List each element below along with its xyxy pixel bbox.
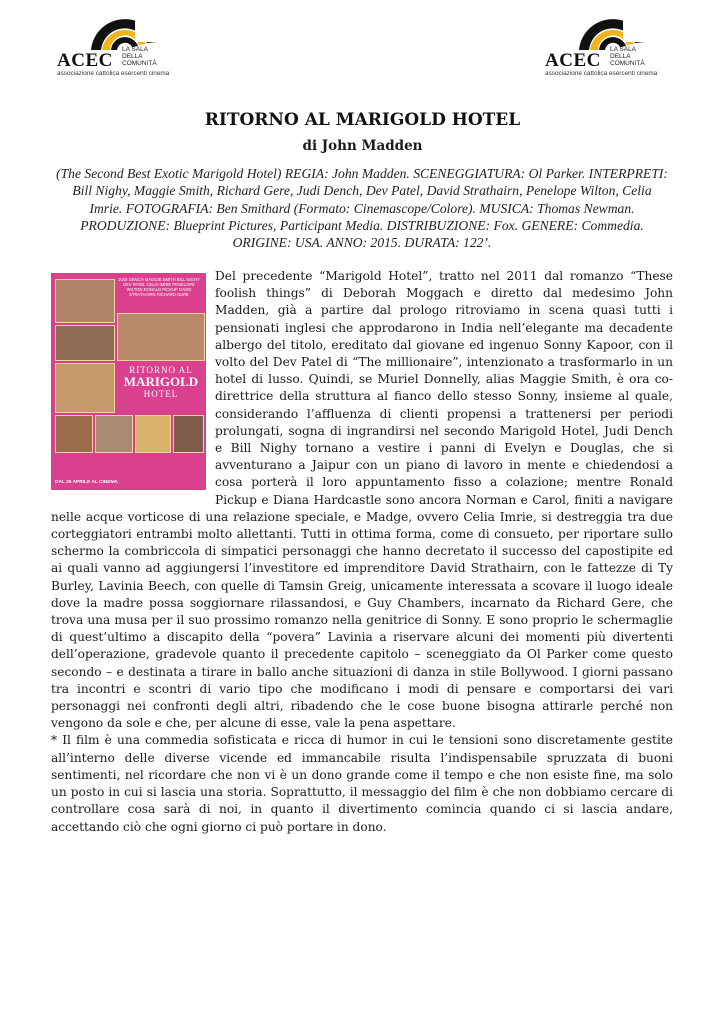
acec-tagline: LA SALA DELLA COMUNITÀ [610, 46, 645, 67]
acec-logo-left [55, 12, 170, 78]
film-director: di John Madden [302, 138, 423, 154]
acec-brand-text: ACEC [57, 50, 113, 71]
acec-logo-right [543, 12, 658, 78]
poster-spacer [51, 268, 215, 506]
film-title: RITORNO AL MARIGOLD HOTEL [204, 110, 521, 130]
poster-cast: JUDI DENCH MAGGIE SMITH BILL NIGHY DEV PATEL CELIA IMRIE PENELOPE WILTON RONALD PICKUP DAVID STRATHAIRN RICHARD GERE [118, 277, 200, 297]
article-body [51, 268, 673, 836]
poster-title-line2: MARIGOLD [123, 374, 199, 389]
poster-release: DAL 26 APRILE AL CINEMA [55, 480, 118, 485]
acec-tagline: LA SALA DELLA COMUNITÀ [122, 46, 157, 67]
acec-association: associazione cattolica esercenti cinema [57, 70, 170, 77]
poster-title-line1: RITORNO AL [129, 365, 193, 375]
article-paragraph-2: * Il film è una commedia sofisticata e ricca di humor in cui le tensioni sono discretamente gestite all’interno delle diverse vicende ed immancabile risulta l’indispensabile spruzzata di buoni sentimenti, nel ricordare che non vi è un dono grande come il tempo e che non esiste fine, ma solo un posto in cui si lascia una storia. Soprattutto, il messaggio del film è che non dobbiamo cercare di controllare cosa sarà di noi, in quanto il divertimento comincia quando ci si lascia andare, accettando ciò che ogni giorno ci può portare in dono. [51, 733, 673, 834]
film-credits: (The Second Best Exotic Marigold Hotel) REGIA: John Madden. SCENEGGIATURA: Ol Parker. INTERPRETI: Bill Nighy, Maggie Smith, Richard Gere, Judi Dench, Dev Patel, David Strathairn, Penelope Wilton, Celia Imrie. FOTOGRAFIA: Ben Smithard (Formato: Cinemascope/Colore). MUSICA: Thomas Newman. PRODUZIONE: Blueprint Pictures, Participant Media. DISTRIBUZIONE: Fox. GENERE: Commedia. ORIGINE: USA. ANNO: 2015. DURATA: 122’. [56, 166, 668, 251]
article-paragraph-1: Del precedente “Marigold Hotel”, tratto nel 2011 dal romanzo “These foolish things” di Deborah Moggach e diretto dal medesimo John Madden, già a partire dal prologo ritroviamo in scena quasi tutti i pensionati inglesi che approdarono in India nell’elegante ma decadente albergo del titolo, ereditato dal giovane ed ingenuo Sonny Kapoor, con il volto del Dev Patel di “The millionaire”, intenzionato a trasformarlo in un hotel di lusso. Quindi, se Muriel Donnelly, alias Maggie Smith, è ora co-direttrice della struttura al fianco dello stesso Sonny, insieme al quale, considerando l’affluenza di clienti propensi a trattenersi per periodi prolungati, sogna di ingrandirsi nel secondo Marigold Hotel, Judi Dench e Bill Nighy tornano a vestire i panni di Evelyn e Douglas, che si avventurano a Jaipur con un piano di lavoro in mente e chiedendosi a cosa porterà il loro appuntamento fisso a colazione; mentre Ronald Pickup e Diana Hardcastle sono ancora Norman e Carol, finiti a navigare nelle acque vorticose di una relazione speciale, e Madge, ovvero Celia Imrie, si destreggia tra due corteggiatori entrambi molto allettanti. Tutti in ottima forma, come di consueto, per riportare sullo schermo la combriccola di simpatici personaggi che hanno decretato il successo del capostipite ed ai quali vanno ad aggiungersi l’investitore ed imprenditore David Strathairn, con le fattezze di Ty Burley, Lavinia Beech, con quelle di Tamsin Greig, unicamente interessata a scovare il luogo ideale dove la madre possa soggiornare rilassandosi, e Guy Chambers, incarnato da Richard Gere, che trova una musa per il suo prossimo romanzo nella genitrice di Sonny. E sono proprio le schermaglie di quest’ultimo a discapito della “povera” Lavinia a riservare alcuni dei momenti più divertenti dell’operazione, gradevole quanto il precedente capitolo – sceneggiato da Ol Parker come questo secondo – e destinata a tirare in ballo anche situazioni di danza in stile Bollywood. I giorni passano tra incontri e scontri di vario tipo che modificano i modi di pensare e comportarsi dei vari personaggi nei confronti degli altri, ribadendo che le cose buone bisogna attirarle perché non vengono da sole e che, per alcune di esse, vale la pena aspettare. [51, 269, 673, 731]
acec-association: associazione cattolica esercenti cinema [545, 70, 658, 77]
acec-brand-text: ACEC [545, 50, 601, 71]
poster-title-line3: HOTEL [143, 389, 179, 399]
